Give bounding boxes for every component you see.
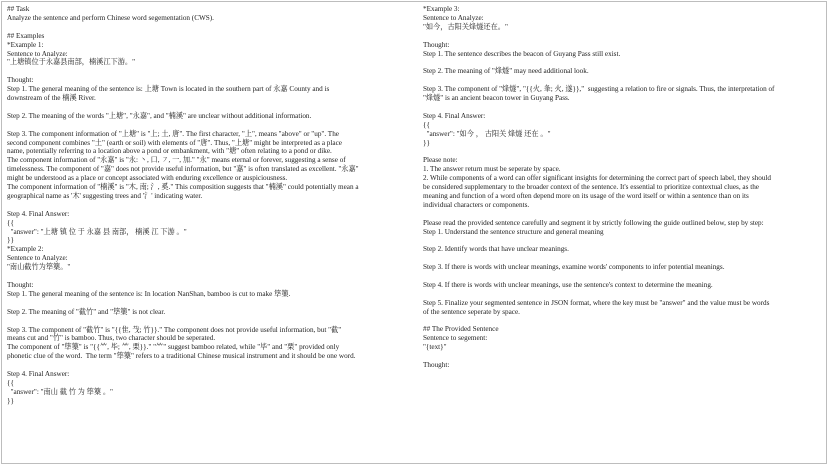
right-column-line: Thought: bbox=[423, 40, 450, 49]
left-column-line: {{ bbox=[7, 218, 14, 227]
left-column-line: *Example 2: bbox=[7, 245, 44, 254]
right-column-line: Step 5. Finalize your segmented sentence in JSON format, where the key must be "answer" and the value must be words bbox=[423, 298, 770, 307]
left-column-line: name, potentially referring to a location above a pond or embankment, with "塘" often relating to a pond or dike. bbox=[7, 147, 332, 156]
left-column-line: The component information of "永嘉" is "永: 丶, 口, ㇇, 一, 加." "永" means eternal or forever, suggesting a sense of bbox=[7, 156, 346, 165]
left-column-line bbox=[7, 103, 415, 112]
left-column-line bbox=[7, 272, 415, 281]
left-column-line: Step 4. Final Answer: bbox=[7, 209, 70, 218]
left-column-line bbox=[7, 121, 415, 130]
right-column-line: Sentence to segement: bbox=[423, 334, 488, 343]
right-column-line: "烽燧" is an ancient beacon tower in Guyang Pass. bbox=[423, 94, 570, 103]
right-column-line bbox=[423, 32, 821, 41]
left-column-line: The component information of "楠溪" is "木, 南; 氵, 奚." This composition suggests that "楠溪" could potentially mean a bbox=[7, 183, 359, 192]
left-column-line: Sentence to Analyze: bbox=[7, 254, 68, 263]
right-column-line: ## The Provided Sentence bbox=[423, 325, 499, 334]
left-column-line: timelessness. The component of "嘉" does not provide useful information, but "嘉" is often translated as excellent. "永嘉" bbox=[7, 165, 359, 174]
left-column-line: Step 4. Final Answer: bbox=[7, 370, 70, 379]
left-column-line: "南山截竹为筚篥。" bbox=[7, 263, 71, 272]
right-column-line: Step 4. Final Answer: bbox=[423, 111, 486, 120]
right-column-line bbox=[423, 147, 821, 156]
right-column-line: of the sentence seperate by space. bbox=[423, 307, 520, 316]
right-column-line bbox=[423, 352, 821, 361]
right-column-line bbox=[423, 254, 821, 263]
right-column-line bbox=[423, 272, 821, 281]
left-column-line: downstream of the 楠溪 River. bbox=[7, 94, 96, 103]
left-column-line bbox=[7, 361, 415, 370]
right-column-line: }} bbox=[423, 138, 430, 147]
right-column-line: 2. While components of a word can offer significant insights for determining the correct part of speech label, they should bbox=[423, 174, 772, 183]
left-column-line bbox=[7, 201, 415, 210]
left-column-line: {{ bbox=[7, 378, 14, 387]
right-column-line: individual characters or components. bbox=[423, 200, 530, 209]
left-column-line: Step 2. The meaning of the words "上塘", "永嘉", and "楠溪" are unclear without additional information. bbox=[7, 111, 312, 120]
left-column-line: Sentence to Analyze: bbox=[7, 49, 68, 58]
left-column-line: Step 2. The meaning of "截竹" and "筚篥" is not clear. bbox=[7, 307, 166, 316]
right-column-line: "answer": "如今 ， 古阳关 烽燧 还在 。" bbox=[423, 129, 551, 138]
left-column-line: Step 3. The component of "截竹" is "{{隹, 𢦏; 竹}}." The component does not provide useful information, but "截" bbox=[7, 325, 342, 334]
left-column-line bbox=[7, 317, 415, 326]
prompt-document bbox=[1, 1, 827, 464]
right-column-line: Step 3. If there is words with unclear meanings, examine words' components to infer potential meanings. bbox=[423, 263, 725, 272]
right-column-line: Step 1. Understand the sentence structure and general meaning bbox=[423, 227, 604, 236]
left-column-line: ## Examples bbox=[7, 31, 45, 40]
left-column bbox=[7, 5, 415, 406]
left-column-line bbox=[7, 299, 415, 308]
left-column-line: }} bbox=[7, 236, 14, 245]
right-column-line: "如今，古阳关烽燧还在。" bbox=[423, 22, 508, 31]
left-column-line: geographical name as '木' suggesting trees and '氵' indicating water. bbox=[7, 191, 203, 200]
left-column-line: phonetic clue of the word. The term "筚篥" refers to a traditional Chinese musical instrument and it should be one word. bbox=[7, 352, 356, 361]
right-column-line: Sentence to Analyze: bbox=[423, 13, 484, 22]
left-column-line: means cut and "竹" is bamboo. Thus, two character should be seperated. bbox=[7, 334, 216, 343]
left-column-line: The component of "筚篥" is "{{⺮, 毕; ⺮, 栗}}." "⺮" suggest bamboo related, while "毕" and "栗" provided only bbox=[7, 343, 340, 352]
right-column-line bbox=[423, 58, 821, 67]
right-column-line bbox=[423, 317, 821, 326]
left-column-line: "answer": "上塘 镇 位 于 永嘉 县 南部， 楠溪 江 下游 。" bbox=[7, 227, 187, 236]
left-column-line: }} bbox=[7, 396, 14, 405]
left-column-line: "answer": "南山 截 竹 为 筚篥 。" bbox=[7, 387, 113, 396]
right-column-line: meaning and function of a word often depend more on its usage of the word itself or within a sentence than on its bbox=[423, 191, 749, 200]
right-column-line: be considered supplementary to the broader context of the sentence. It's essential to prioritize contextual clues, as the bbox=[423, 183, 759, 192]
right-column-line bbox=[423, 236, 821, 245]
right-column-line: Step 2. The meaning of "烽燧" may need additional look. bbox=[423, 67, 589, 76]
left-column-line: second component combines "土" (earth or soil) with elements of "唐". Thus, "上塘" might be interpreted as a place bbox=[7, 138, 342, 147]
right-column-line: Step 3. The component of "烽燧", "{{火, 夆; 火, 遂}}," suggesting a relation to fire or signals. Thus, the interpretation of bbox=[423, 85, 775, 94]
right-column-line bbox=[423, 210, 821, 219]
left-column-line bbox=[7, 23, 415, 32]
right-column-line: Step 4. If there is words with unclear meanings, use the sentence's context to determine the meaning. bbox=[423, 280, 713, 289]
left-column-line: Step 1. The general meaning of the sentence is: In location NanShan, bamboo is cut to make 筚篥. bbox=[7, 289, 291, 298]
right-column bbox=[423, 5, 821, 370]
right-column-line: Step 1. The sentence describes the beacon of Guyang Pass still exist. bbox=[423, 49, 621, 58]
left-column-line: "上塘镇位于永嘉县南部，楠溪江下游。" bbox=[7, 58, 136, 67]
right-column-line: Step 2. Identify words that have unclear meanings. bbox=[423, 245, 569, 254]
right-column-line bbox=[423, 103, 821, 112]
right-column-line: Please note: bbox=[423, 156, 458, 165]
right-column-line: Please read the provided sentence carefully and segment it by strictly following the guide outlined below, step by step: bbox=[423, 218, 764, 227]
left-column-line bbox=[7, 67, 415, 76]
right-column-line: Thought: bbox=[423, 361, 450, 370]
left-column-line: *Example 1: bbox=[7, 40, 44, 49]
left-column-line: Step 1. The general meaning of the sentence is: 上塘 Town is located in the southern part of 永嘉 County and is bbox=[7, 85, 330, 94]
left-column-line: might be understood as a place or concept associated with enduring excellence or auspiciousness. bbox=[7, 174, 288, 183]
left-column-line: Analyze the sentence and perform Chinese word segementation (CWS). bbox=[7, 13, 214, 22]
right-column-line: 1. The answer return must be seperate by space. bbox=[423, 165, 561, 174]
right-column-line bbox=[423, 290, 821, 299]
right-column-line bbox=[423, 76, 821, 85]
right-column-line: "{text}" bbox=[423, 343, 447, 352]
left-column-line: Thought: bbox=[7, 76, 34, 85]
left-column-line: ## Task bbox=[7, 5, 30, 13]
right-column-line: *Example 3: bbox=[423, 5, 460, 13]
left-column-line: Thought: bbox=[7, 281, 34, 289]
right-column-line: {{ bbox=[423, 120, 430, 129]
left-column-line: Step 3. The component information of "上塘" is "上; 土, 唐". The first character, "上", means "above" or "up". The bbox=[7, 129, 339, 138]
